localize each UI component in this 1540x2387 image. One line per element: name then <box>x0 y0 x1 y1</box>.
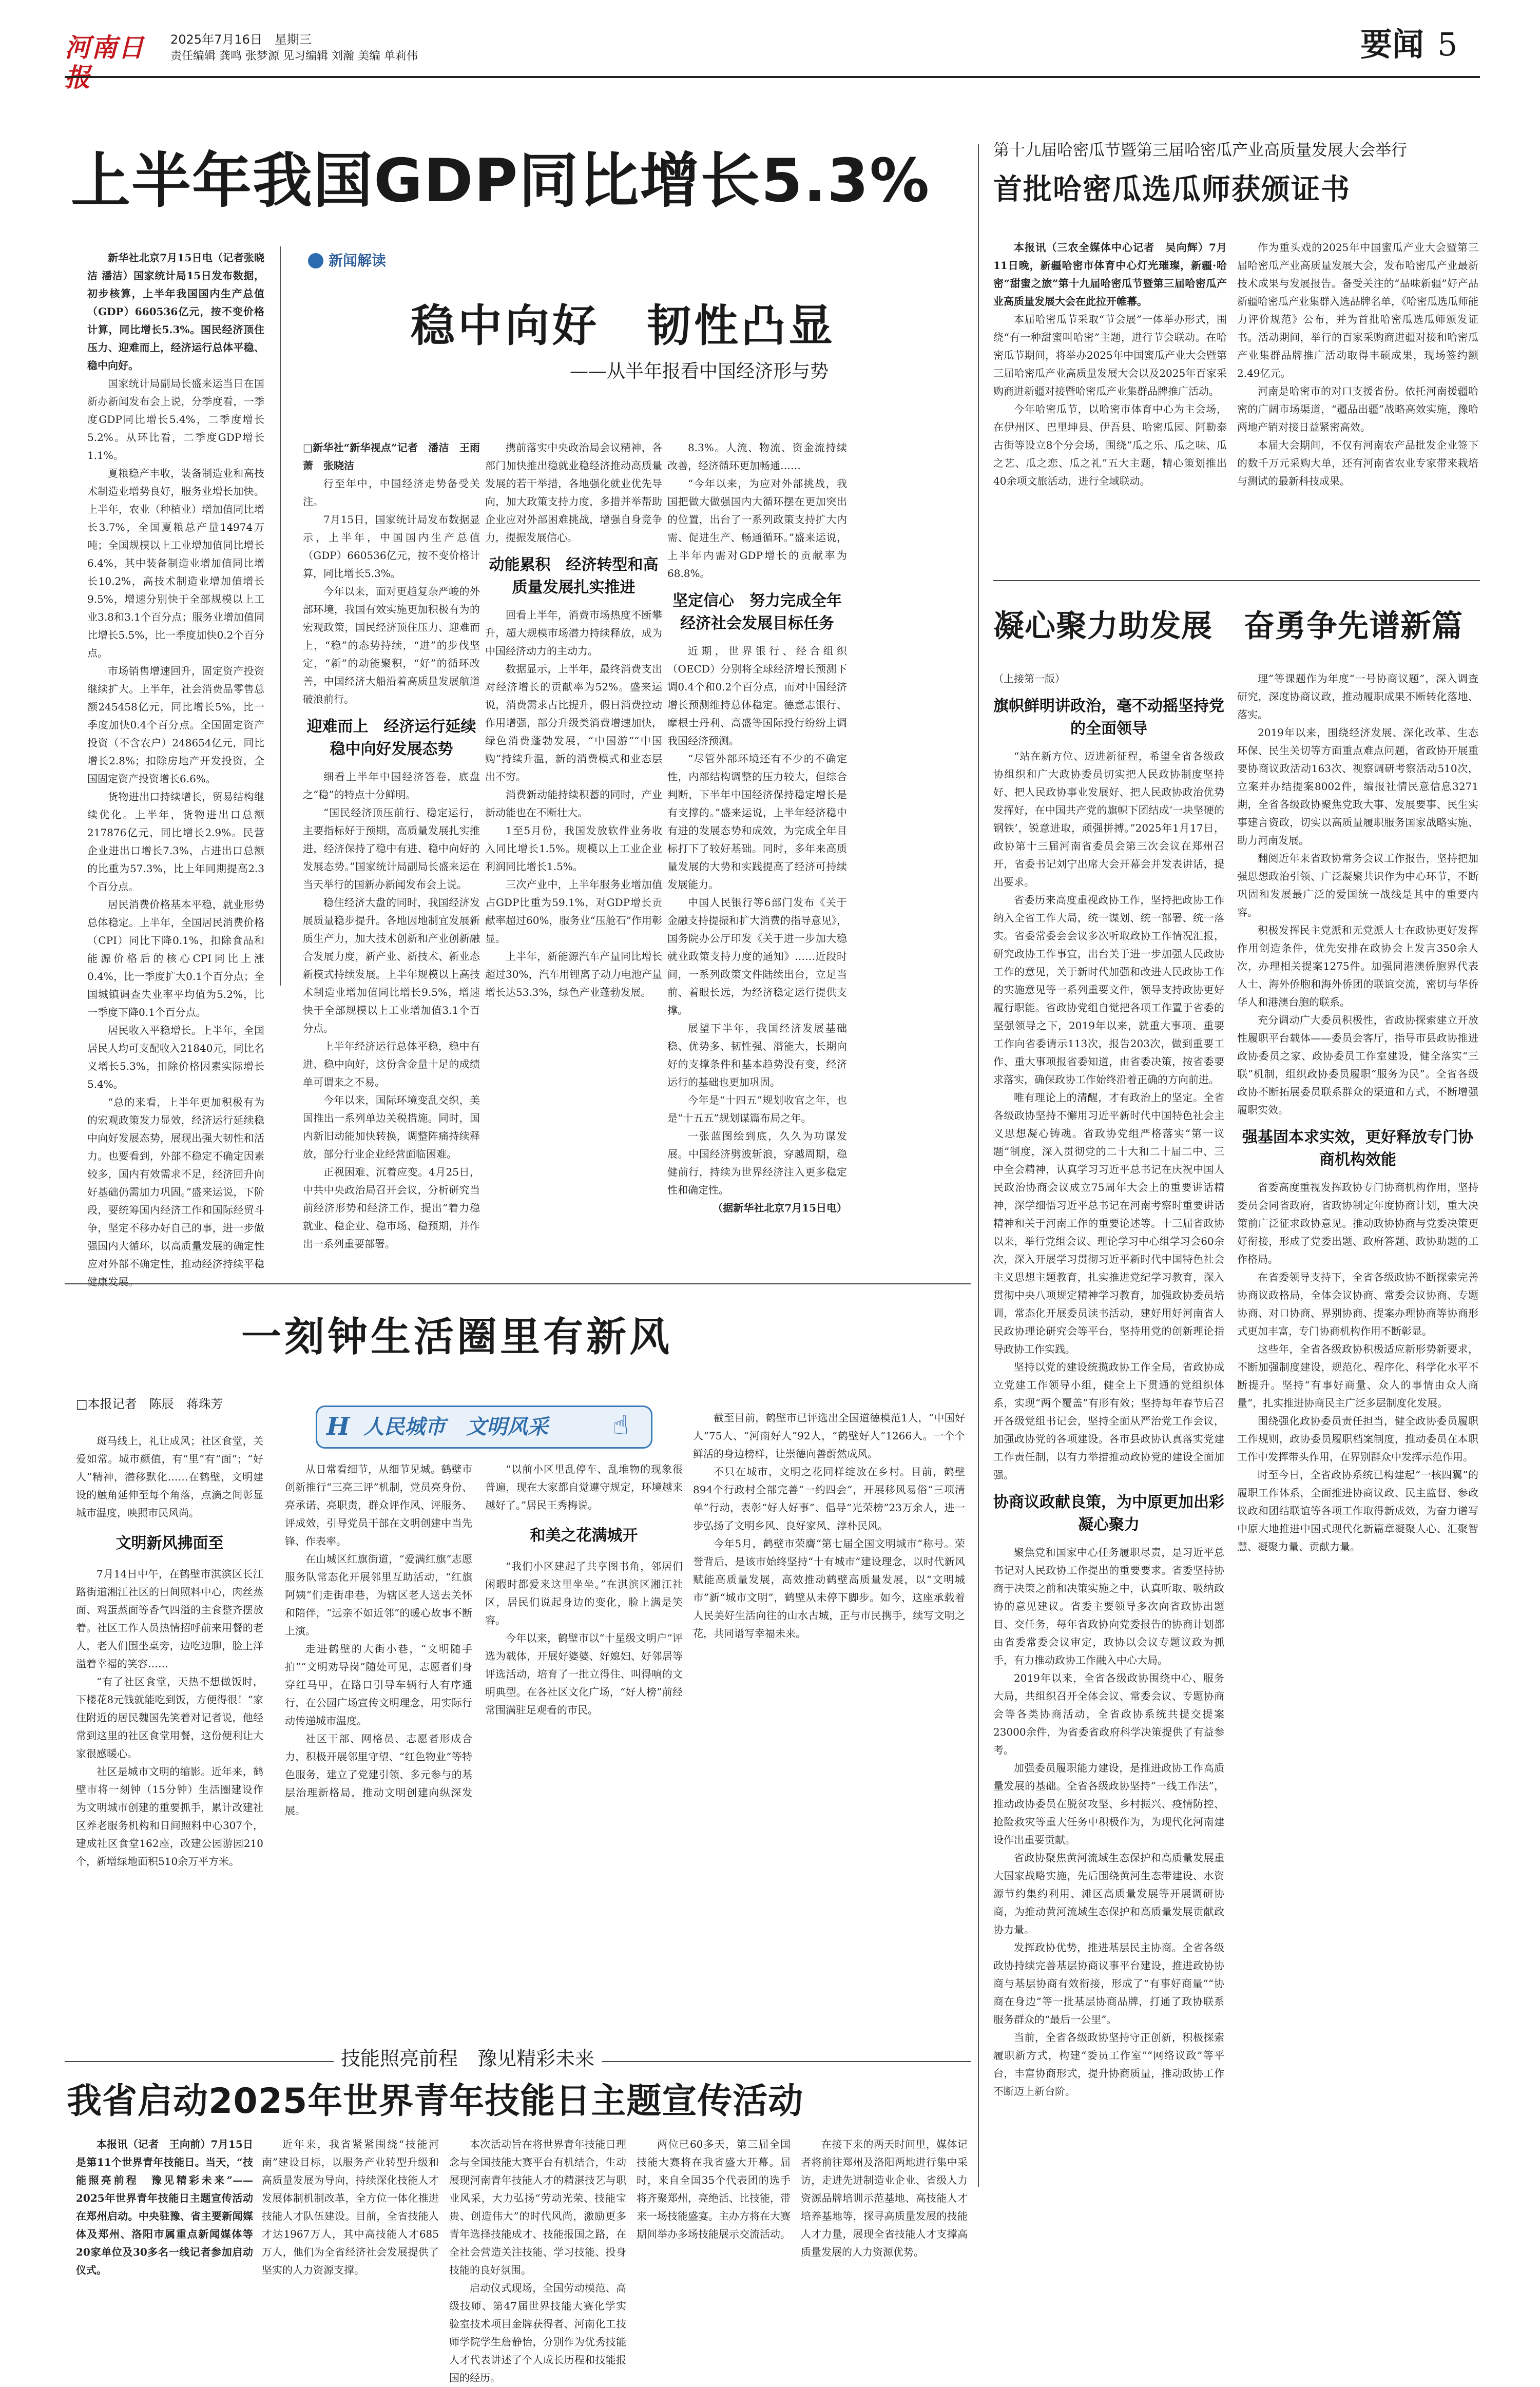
youth-headline: 我省启动2025年世界青年技能日主题宣传活动 <box>67 2081 804 2122</box>
analysis-paragraph: 一张蓝图绘到底，久久为功谋发展。中国经济劈波斩浪，穿越周期，稳健前行，持续为世界经济注入更多稳定性和确定性。 <box>667 1130 847 1196</box>
gdp-paragraph: 居民消费价格基本平稳，就业形势总体稳定。上半年，全国居民消费价格（CPI）同比下降0.1%，扣除食品和能源价格后的核心CPI同比上涨0.4%，比一季度扩大0.1个百分点；全国城镇调查失业率平均值为5.2%，比一季度下降0.1个百分点。 <box>87 898 264 1018</box>
gdp-paragraph: 市场销售增速回升，固定资产投资继续扩大。上半年，社会消费品零售总额245458亿元，同比增长5%，比一季度加快0.4个百分点。全国固定资产投资（不含农户）248654亿元，同比增长2.8%；扣除房地产开发投资，全国固定资产投资增长6.6%。 <box>87 665 264 785</box>
cppcc-paragraph: 时至今日，全省政协系统已构建起“一核四翼”的履职工作体系，全面推进协商议政、民主监督、参政议政和团结联谊等各项工作取得新成效，为奋力谱写中原大地推进中国式现代化新篇章凝聚人心、汇聚智慧、凝聚力量、贡献力量。 <box>1237 1469 1478 1553</box>
cppcc-paragraph: 在省委领导支持下，全省各级政协不断探索完善协商议政格局，全体会议协商、常委会议协商、专题协商、对口协商、界别协商、提案办理协商等协商形式更加丰富，专门协商机构作用不断彰显。 <box>1237 1271 1478 1337</box>
analysis-paragraph: 行至年中，中国经济走势备受关注。 <box>303 477 480 508</box>
cppcc-paragraph: 加强委员履职能力建设，是推进政协工作高质量发展的基础。全省各级政协坚持“一线工作法”，推动政协委员在脱贫攻坚、乡村振兴、疫情防控、抢险救灾等重大任务中积极作为，为现代化河南建设作出重要贡献。 <box>993 1762 1224 1846</box>
community-column-1 <box>76 1422 263 2056</box>
continued-note: （上接第一版） <box>993 672 1065 685</box>
analysis-paragraph: 今年是“十四五”规划收官之年，也是“十五五”规划谋篇布局之年。 <box>667 1094 847 1124</box>
cppcc-paragraph: 理”等课题作为年度“一号协商议题”，深入调查研究，深度协商议政，推动履职成果不断转化落地、落实。 <box>1237 672 1478 721</box>
cppcc-paragraph: 省委历来高度重视政协工作，坚持把政协工作纳入全省工作大局，统一谋划、统一部署、统一落实。省委常委会会议多次听取政协工作情况汇报，研究政协工作事宜，出台关于进一步加强人民政协工作的意见，关于新时代加强和改进人民政协工作的实施意见等一系列重要文件，领导支持政协更好履行职能。省政协党组自觉把各项工作置于省委的坚强领导之下，2019年以来，就重大事项、重要工作向省委请示113次，报告203次，做到重要工作、重大事项报省委知道，由省委决策，按省委要求落实，确保政协工作始终沿着正确的方向前进。 <box>993 894 1224 1086</box>
youth-paragraph: 两位已60多天，第三届全国技能大赛将在我省盛大开幕。届时，来自全国35个代表团的选手将齐聚郑州，亮绝活、比技能，带来一场技能盛宴。主办方将在大赛期间举办多场技能展示交流活动。 <box>637 2138 791 2240</box>
cppcc-paragraph: 翻阅近年来省政协常务会议工作报告，坚持把加强思想政治引领、广泛凝聚共识作为中心环节，不断巩固和发展最广泛的爱国统一战线是其中的重要内容。 <box>1237 852 1478 918</box>
hand-pointer-icon: ☝ <box>612 1410 629 1441</box>
community-headline: 一刻钟生活圈里有新风 <box>241 1314 673 1360</box>
melon-paragraph: 河南是哈密市的对口支援省份。依托河南援疆哈密的广阔市场渠道，“疆品出疆”战略高效实施，豫哈两地产销对接日益紧密高效。 <box>1237 385 1478 433</box>
column-divider <box>280 246 281 986</box>
analysis-paragraph: 今年以来，国际环境变乱交织，美国推出一系列单边关税措施。同时，国内新旧动能加快转换，调整阵痛持续释放，部分行业企业经营面临困难。 <box>303 1094 480 1160</box>
youth-paragraph: 本报讯（记者 王向前）7月15日是第11个世界青年技能日。当天，“技能照亮前程 豫见精彩未来”——2025年世界青年技能日主题宣传活动在郑州启动。中央驻豫、省主要新闻媒体及郑州、洛阳市属重点新闻媒体等20家单位及30多名一线记者参加启动仪式。 <box>76 2138 253 2276</box>
community-paragraph: 斑马线上，礼让成风；社区食堂，关爱如常。城市颜值，有“里”有“面”；“好人”精神，潜移默化……在鹤壁，文明建设的触角延伸至每个角落，点滴之间彰显城市温度，映照市民风尚。 <box>76 1435 263 1519</box>
masthead-rule <box>65 76 1480 78</box>
newspaper-logo: 河南日报 <box>65 32 145 92</box>
community-paragraph: 社区是城市文明的缩影。近年来，鹤壁市将一刻钟（15分钟）生活圈建设作为文明城市创建的重要抓手，累计改建社区养老服务机构和日间照料中心307个，建成社区食堂162座，改建公园游园210个，新增绿地面积510余万平方米。 <box>76 1765 263 1868</box>
section-rule <box>993 580 1480 581</box>
cppcc-paragraph: 唯有理论上的清醒，才有政治上的坚定。全省各级政协坚持不懈用习近平新时代中国特色社会主义思想凝心铸魂。省政协党组严格落实“第一议题”制度，深入贯彻党的二十大和二十届二中、三中全会精神，认真学习习近平总书记在庆祝中国人民政治协商会议成立75周年大会上的重要讲话精神，深学细悟习近平总书记在河南考察时重要讲话精神和关于河南工作的重要论述等。十三届省政协以来，举行党组会议、理论学习中心组学习会60余次，深入开展学习贯彻习近平新时代中国特色社会主义思想主题教育，扎实推进党纪学习教育，深入贯彻中央八项规定精神学习教育，加强政协委员培训，常态化开展委员读书活动，建好用好河南省人民政协理论研究会等平台，坚持用党的创新理论指导政协工作实践。 <box>993 1091 1224 1355</box>
community-subheading: 文明新风拂面至 <box>116 1534 224 1552</box>
analysis-paragraph: 展望下半年，我国经济发展基础稳、优势多、韧性强、潜能大，长期向好的支撑条件和基本趋势没有变，经济运行的基础也更加巩固。 <box>667 1022 847 1088</box>
news-analysis-icon <box>308 253 323 268</box>
cppcc-paragraph: 聚焦党和国家中心任务履职尽责，是习近平总书记对人民政协工作提出的重要要求。省委坚持协商于决策之前和决策实施之中，认真听取、吸纳政协的意见建议。省委主要领导多次向省政协出题目、交任务，每年省政协向党委报告的协商计划都由省委常委会议审定，政协以会议专题议政为抓手，有力推动政协工作融入中心大局。 <box>993 1546 1224 1666</box>
analysis-subheading: 迎难而上 经济运行延续稳中向好发展态势 <box>306 718 476 758</box>
community-paragraph: 不只在城市，文明之花同样绽放在乡村。目前，鹤壁894个行政村全部完善“一约四会”，开展移风易俗“三项清单”行动，表彰“好人好事”、倡导“光荣榜”23万余人，进一步弘扬了文明乡风、良好家风、淳朴民风。 <box>693 1466 965 1532</box>
analysis-paragraph: “国民经济顶压前行、稳定运行，主要指标好于预期，高质量发展扎实推进，经济保持了稳中有进、稳中向好的发展态势。”国家统计局副局长盛来运在当天举行的国新办新闻发布会上说。 <box>303 806 480 891</box>
analysis-paragraph: 携前落实中央政治局会议精神，各部门加快推出稳就业稳经济推动高质量发展的若干举措，各地强化就业优先导向，加大政策支持力度，多措并举帮助企业应对外部困难挑战，增强自身竞争力，提振发展信心。 <box>485 441 662 544</box>
cppcc-paragraph: 省政协聚焦黄河流域生态保护和高质量发展重大国家战略实施，先后围绕黄河生态带建设、水资源节约集约利用、滩区高质量发展等开展调研协商，为推动黄河流域生态保护和高质量发展贡献政协力量。 <box>993 1852 1224 1936</box>
analysis-paragraph: 稳住经济大盘的同时，我国经济发展质量稳步提升。各地因地制宜发展新质生产力，加大技术创新和产业创新融合发展力度，新产业、新技术、新业态新模式持续发展。上半年规模以上高技术制造业增加值同比增长9.5%，增速快于全部规模以上工业增加值3.1个百分点。 <box>303 896 480 1034</box>
community-column-4 <box>693 1409 965 2056</box>
analysis-paragraph: 7月15日，国家统计局发布数据显示，上半年，中国国内生产总值（GDP）660536亿元，按不变价格计算，同比增长5.3%。 <box>303 513 480 580</box>
page-number: 5 <box>1437 26 1458 63</box>
analysis-paragraph: 回看上半年，消费市场热度不断攀升，超大规模市场潜力持续释放，成为中国经济动力的主动力。 <box>485 609 662 657</box>
analysis-paragraph: 近期，世界银行、经合组织（OECD）分别将全球经济增长预测下调0.4个和0.2个百分点，而对中国经济增长预测维持总体稳定。德意志银行、摩根士丹利、高盛等国际投行纷纷上调我国经济预测。 <box>667 645 847 747</box>
youth-paragraph: 近年来，我省紧紧围绕“技能河南”建设目标，以服务产业转型升级和高质量发展为导向，持续深化技能人才发展体制机制改革，全方位一体化推进技能人才队伍建设。目前，全省技能人才达1967万人，其中高技能人才685万人，他们为全省经济社会发展提供了坚实的人力资源支撑。 <box>262 2138 439 2276</box>
analysis-paragraph: 今年以来，面对更趋复杂严峻的外部环境，我国有效实施更加积极有为的宏观政策，国民经济顶住压力、迎难而上，“稳”的态势持续，“进”的步伐坚定，“新”的动能聚积，“好”的循环改善，中国经济大船沿着高质量发展航道破浪前行。 <box>303 585 480 705</box>
community-paragraph: 在山城区红旗街道，“爱满红旗”志愿服务队常态化开展邻里互助活动，“红旗阿姨”们走街串巷，为辖区老人送去关怀和陪伴，“远亲不如近邻”的暖心故事不断上演。 <box>285 1553 472 1637</box>
cppcc-subheading: 协商议政献良策，为中原更加出彩凝心聚力 <box>993 1493 1224 1534</box>
cppcc-paragraph: “站在新方位、迈进新征程，希望全省各级政协组织和广大政协委员切实把人民政协制度坚持好、把人民政协事业发展好、把人民政协政治优势发挥好，在中国共产党的旗帜下团结成‘一块坚硬的钢铁’，锐意进取，顽强拼搏。”2025年1月17日，政协第十三届河南省委员会第三次会议在郑州召开，省委书记刘宁出席大会开幕会并发表讲话，提出要求。 <box>993 750 1224 888</box>
cppcc-paragraph: 2019年以来，围绕经济发展、深化改革、生态环保、民生关切等方面重点难点问题，省政协开展重要协商议政活动163次、视察调研考察活动510次，立案并办结提案8002件，编报社情民意信息3271期，全省各级政协聚焦党政大事、发展要事、民生实事建言资政，切实以高质量履职服务国家战略实施、助力河南发展。 <box>1237 726 1478 846</box>
youth-column-1 <box>76 2135 253 2276</box>
gdp-paragraph: 夏粮稳产丰收，装备制造业和高技术制造业增势良好，服务业增长加快。上半年，农业（种植业）增加值同比增长3.7%，全国夏粮总产量14974万吨；全国规模以上工业增加值同比增长6.4%，其中装备制造业增加值同比增长10.2%，高技术制造业增加值增长9.5%，增速分别快于全部规模以上工业3.8和3.1个百分点；服务业增加值同比增长5.5%，比一季度加快0.2个百分点。 <box>87 467 264 659</box>
column-divider <box>978 144 979 2187</box>
youth-column-5 <box>801 2135 968 2258</box>
analysis-column-2 <box>485 439 662 1242</box>
analysis-subheading: 坚定信心 努力完成全年经济社会发展目标任务 <box>672 592 842 632</box>
youth-paragraph: 启动仪式现场，全国劳动模范、高级技师、第47届世界技能大赛化学实验室技术项目金牌获得者、河南化工技师学院学生詹静怡，分别作为优秀技能人才代表讲述了个人成长历程和技能报国的经历。 <box>449 2282 626 2384</box>
community-column-3 <box>485 1460 683 2056</box>
analysis-paragraph: 8.3%。人流、物流、资金流持续改善，经济循环更加畅通…… <box>667 441 847 472</box>
cppcc-paragraph: 发挥政协优势，推进基层民主协商。全省各级政协持续完善基层协商议事平台建设，推进政协协商与基层协商有效衔接，形成了“有事好商量”“协商在身边”等一批基层协商品牌，打通了政协联系服务群众的“最后一公里”。 <box>993 1941 1224 2026</box>
analysis-source: （据新华社北京7月15日电） <box>713 1202 847 1214</box>
cppcc-paragraph: 省委高度重视发挥政协专门协商机构作用，坚持委员会同省政府，省政协制定年度协商计划，重大决策前广泛征求政协意见。推动政协协商与党委决策更好衔接，形成了党委出题、政府答题、政协助题的工作格局。 <box>1237 1181 1478 1265</box>
analysis-paragraph: 1至5月份，我国发放软件业务收入同比增长1.5%。规模以上工业企业利润同比增长1.5%。 <box>485 824 662 873</box>
community-paragraph: 截至目前，鹤壁市已评选出全国道德模范1人，“中国好人”75人、“河南好人”92人，“鹤壁好人”1266人。一个个鲜活的身边榜样，让崇德向善蔚然成风。 <box>693 1412 965 1460</box>
youth-column-3 <box>449 2135 626 2384</box>
community-subheading: 和美之花满城开 <box>530 1527 638 1545</box>
cppcc-paragraph: 这些年，全省各级政协积极适应新形势新要求，不断加强制度建设，规范化、程序化、科学化水平不断提升。坚持“有事好商量、众人的事情由众人商量”，扎实推进协商民主广泛多层制度化发展。 <box>1237 1343 1478 1409</box>
gdp-headline: 上半年我国GDP同比增长5.3% <box>71 146 931 216</box>
gdp-lead: 新华社北京7月15日电（记者张晓洁 潘洁）国家统计局15日发布数据，初步核算，上半年我国国内生产总值（GDP）660536亿元，按不变价格计算，同比增长5.3%。国民经济顶住压力、迎难而上，经济运行总体平稳、稳中向好。 <box>87 252 264 372</box>
analysis-paragraph: 正视困难、沉着应变。4月25日，中共中央政治局召开会议，分析研究当前经济形势和经济工作，提出“着力稳就业、稳企业、稳市场、稳预期，并作出一系列重要部署。 <box>303 1166 480 1250</box>
melon-paragraph: 本届大会期间，不仅有河南农产品批发企业签下的数千万元采购大单，还有河南省农业专家带来栽培与测试的最新科技成果。 <box>1237 439 1478 487</box>
cppcc-paragraph: 坚持以党的建设统揽政协工作全局，省政协成立党建工作领导小组，健全上下贯通的党组织体系，实现“两个覆盖”有形有效；坚持每年春节后召开各级党组书记会，坚持全面从严治党工作会议，加强政协党的各项建设。各市县政协认真落实党建工作责任制，以有力举措推动政协党的建设全面加强。 <box>993 1361 1224 1481</box>
melon-paragraph: 作为重头戏的2025年中国蜜瓜产业大会暨第三届哈密瓜产业高质量发展大会，发布哈密瓜产业最新技术成果与发展报告。备受关注的“品味新疆”好产品新疆哈密瓜产业集群入选品牌名单，《哈密瓜选瓜师能力评价规范》公布，并为首批哈密瓜选瓜师颁发证书。活动期间，举行的百家采购商进疆对接和哈密瓜产业集群品牌推广活动取得丰硕成果，现场签约额2.49亿元。 <box>1237 241 1478 379</box>
cppcc-column-1 <box>993 670 1224 2202</box>
melon-paragraph: 本报讯（三农全媒体中心记者 吴向辉）7月11日晚，新疆哈密市体育中心灯光璀璨，新疆·哈密“甜蜜之旅”第十九届哈密瓜节暨第三届哈密瓜产业高质量发展大会在此拉开帷幕。 <box>993 241 1227 307</box>
melon-kicker: 第十九届哈密瓜节暨第三届哈密瓜产业高质量发展大会举行 <box>993 141 1407 160</box>
badge-text: 人民城市 文明风采 <box>363 1415 548 1439</box>
analysis-subhead: ——从半年报看中国经济形与势 <box>570 361 829 382</box>
analysis-column-3 <box>667 439 847 1242</box>
cppcc-column-2 <box>1237 670 1478 2202</box>
analysis-paragraph: 细看上半年中国经济答卷，底盘之“稳”的特点十分鲜明。 <box>303 771 480 801</box>
melon-headline: 首批哈密瓜选瓜师获颁证书 <box>993 173 1351 206</box>
cppcc-paragraph: 充分调动广大委员积极性，省政协探索建立开放性履职平台载体——委员会客厅，指导市县政协推进政协委员之家、政协委员工作室建设，健全落实“三联”机制，组织政协委员履职“服务为民”。全省各级政协不断拓展委员联系群众的渠道和方式，不断增强履职实效。 <box>1237 1014 1478 1116</box>
analysis-paragraph: 消费新动能持续积蓄的同时，产业新动能也在不断壮大。 <box>485 788 662 819</box>
analysis-paragraph: 上半年，新能源汽车产量同比增长超过30%，汽车用锂离子动力电池产量增长达53.3%，绿色产业蓬勃发展。 <box>485 950 662 998</box>
gdp-paragraph: “总的来看，上半年更加积极有为的宏观政策发力显效，经济运行延续稳中向好发展态势，展现出强大韧性和活力。也要看到，外部不稳定不确定因素较多，国内有效需求不足，经济回升向好基础仍需加力巩固。”盛来运说，下阶段，要统筹国内经济工作和国际经贸斗争，坚定不移办好自己的事，进一步做强国内大循环，以高质量发展的确定性应对外部不确定性，推动经济持续平稳健康发展。 <box>87 1096 264 1288</box>
analysis-column-1 <box>303 439 480 1250</box>
community-paragraph: 走进鹤壁的大街小巷，“文明随手拍”“文明劝导岗”随处可见，志愿者们身穿红马甲，在路口引导车辆行人有序通行，在公园广场宣传文明理念，用实际行动传递城市温度。 <box>285 1643 472 1727</box>
cppcc-headline: 凝心聚力助发展 奋勇争先谱新篇 <box>993 608 1463 644</box>
analysis-headline: 稳中向好 韧性凸显 <box>411 300 836 352</box>
community-column-2 <box>285 1460 472 2056</box>
community-paragraph: “有了社区食堂，天热不想做饭时，下楼花8元钱就能吃到饭，方便得很！”家住附近的居民魏国先笑着对记者说，他经常到这里的社区食堂用餐，这份便利让大家很感暖心。 <box>76 1676 263 1760</box>
analysis-paragraph: “尽管外部环境还有不少的不确定性，内部结构调整的压力较大，但综合判断，下半年中国经济保持稳定增长是有支撑的。”盛来运说，上半年经济稳中有进的发展态势和成效，为完成全年目标打下了较好基础。同时，多年来高质量发展的大势和实践提高了经济可持续发展能力。 <box>667 753 847 891</box>
community-paragraph: 社区干部、网格员、志愿者形成合力，积极开展邻里守望、“红色物业”等特色服务，建立了党建引领、多元参与的基层治理新格局，推动文明创建向纵深发展。 <box>285 1732 472 1817</box>
news-analysis-badge: 新闻解读 <box>329 252 387 269</box>
analysis-paragraph: “今年以来，为应对外部挑战，我国把做大做强国内大循环摆在更加突出的位置，出台了一系列政策支持扩大内需、促进生产、畅通循环。”盛来运说，上半年内需对GDP增长的贡献率为68.8%。 <box>667 477 847 580</box>
section-label: 要闻 <box>1360 26 1424 63</box>
youth-paragraph: 在接下来的两天时间里，媒体记者将前往郑州及洛阳两地进行集中采访，走进先进制造业企业、省级人力资源品牌培训示范基地、高技能人才培养基地等，探寻高质量发展的技能人才力量，展现全省技能人才支撑高质量发展的人力资源优势。 <box>801 2138 968 2258</box>
badge-letter: H <box>326 1412 350 1441</box>
youth-column-2 <box>262 2135 439 2276</box>
column-badge <box>316 1406 652 1449</box>
analysis-paragraph: 数据显示，上半年，最终消费支出对经济增长的贡献率为52%。盛来运说，消费需求占比提升，假日消费拉动作用增强，部分升级类消费增速加快，绿色消费蓬勃发展，“中国游”“中国购”持续升温，新的消费模式和业态层出不穷。 <box>485 663 662 783</box>
community-paragraph: “以前小区里乱停车、乱堆物的现象很普遍，现在大家都自觉遵守规定，环境越来越好了。”居民王秀梅说。 <box>485 1463 683 1511</box>
melon-paragraph: 本届哈密瓜节采取“节会展”一体举办形式，围绕“有一种甜蜜叫哈密”主题，进行节会联动。在哈密瓜节期间，将举办2025年中国蜜瓜产业大会暨第三届哈密瓜产业高质量发展大会以及2025年百家采购商进新疆对接暨哈密瓜产业集群品牌推广活动。 <box>993 313 1227 397</box>
analysis-subheading: 动能累积 经济转型和高质量发展扎实推进 <box>489 556 659 596</box>
melon-paragraph: 今年哈密瓜节，以哈密市体育中心为主会场，在伊州区、巴里坤县、伊吾县、哈密瓜园、阿勒泰古街等设立8个分会场，围绕“瓜之乐、瓜之味、瓜之艺、瓜之恋、瓜之礼”五大主题，精心策划推出40余项文旅活动，进行全域联动。 <box>993 403 1227 487</box>
community-paragraph: 今年以来，鹤壁市以“十星级文明户”评选为载体，开展好婆婆、好媳妇、好邻居等评选活动，培育了一批立得住、叫得响的文明典型。在各社区文化广场，“好人榜”前经常围满驻足观看的市民。 <box>485 1632 683 1716</box>
gdp-paragraph: 居民收入平稳增长。上半年，全国居民人均可支配收入21840元，同比名义增长5.3%，扣除价格因素实际增长5.4%。 <box>87 1024 264 1090</box>
analysis-paragraph: 上半年经济运行总体平稳，稳中有进、稳中向好，这份含金量十足的成绩单可谓来之不易。 <box>303 1040 480 1088</box>
youth-kicker: 技能照亮前程 豫见精彩未来 <box>334 2046 602 2071</box>
community-paragraph: 从日常看细节，从细节见城。鹤壁市创新推行“三亮三评”机制，党员亮身份、亮承诺、亮职责，群众评作风、评服务、评成效，引导党员干部在文明创建中当先锋、作表率。 <box>285 1463 472 1547</box>
analysis-paragraph: 中国人民银行等6部门发布《关于金融支持提振和扩大消费的指导意见》，国务院办公厅印发《关于进一步加大稳就业政策支持力度的通知》……近段时间，一系列政策文件陆续出台，立足当前、着眼长远，为经济稳定运行提供支撑。 <box>667 896 847 1016</box>
community-paragraph: 今年5月，鹤壁市荣膺“第七届全国文明城市”称号。荣誉背后，是该市始终坚持“十有城市”建设理念，以时代新风赋能高质量发展，高效推动鹤壁高质量发展，以“文明城市”新“城市文明”，鹤壁从未停下脚步。如今，这座承载着人民美好生活向往的山水古城，正与市民携手，续写文明之花，共同谱写幸福未来。 <box>693 1537 965 1640</box>
section-rule <box>65 1283 971 1284</box>
editors-line: 责任编辑 龚鸣 张梦源 见习编辑 刘瀚 美编 单莉伟 <box>170 50 418 63</box>
youth-paragraph: 本次活动旨在将世界青年技能日理念与全国技能大赛平台有机结合，生动展现河南青年技能人才的精湛技艺与职业风采，大力弘扬“劳动光荣、技能宝贵、创造伟大”的时代风尚，激励更多青年选择技能成才、技能报国之路，在全社会营造关注技能、学习技能、投身技能的良好氛围。 <box>449 2138 626 2276</box>
gdp-paragraph: 货物进出口持续增长，贸易结构继续优化。上半年，货物进出口总额217876亿元，同比增长2.9%。民营企业进出口增长7.3%，占进出口总额的比重为57.3%，比上年同期提高2.3个百分点。 <box>87 791 264 893</box>
community-paragraph: “我们小区建起了共享图书角，邻居们闲暇时都爱来这里坐坐。”在淇滨区湘江社区，居民们说起身边的变化，脸上满是笑容。 <box>485 1560 683 1626</box>
cppcc-subheading: 旗帜鲜明讲政治，毫不动摇坚持党的全面领导 <box>993 697 1224 738</box>
gdp-paragraph: 国家统计局副局长盛来运当日在国新办新闻发布会上说，分季度看，一季度GDP同比增长5.4%，二季度增长5.2%。从环比看，二季度GDP增长1.1%。 <box>87 377 264 461</box>
analysis-byline: □新华社“新华视点”记者 潘洁 王雨萧 张晓洁 <box>303 441 480 472</box>
cppcc-paragraph: 围绕强化政协委员责任担当，健全政协委员履职工作规则，政协委员履职档案制度，推动委员在本职工作中发挥带头作用，在界别群众中发挥示范作用。 <box>1237 1415 1478 1463</box>
cppcc-subheading: 强基固本求实效，更好释放专门协商机构效能 <box>1242 1128 1473 1169</box>
youth-column-4 <box>637 2135 791 2240</box>
cppcc-paragraph: 2019年以来，全省各级政协围绕中心、服务大局，共组织召开全体会议、常委会议、专题协商会等各类协商活动，全省政协系统共提交提案23000余件，为省委省政府科学决策提供了有益参考。 <box>993 1672 1224 1756</box>
gdp-body <box>87 249 264 1288</box>
date-line: 2025年7月16日 星期三 <box>170 32 312 47</box>
community-byline: □本报记者 陈辰 蒋珠芳 <box>76 1397 223 1411</box>
cppcc-paragraph: 当前，全省各级政协坚持守正创新，积极探索履职新方式，构建“委员工作室”“网络议政”等平台，丰富协商形式，提升协商质量，推动政协工作不断迈上新台阶。 <box>993 2031 1224 2097</box>
community-paragraph: 7月14日中午，在鹤壁市淇滨区长江路街道湘江社区的日间照料中心，肉丝蒸面、鸡蛋蒸面等香气四溢的主食整齐摆放着。社区工作人员热情招呼前来用餐的老人，老人们围坐桌旁，边吃边聊，脸上洋溢着幸福的笑容…… <box>76 1568 263 1670</box>
analysis-paragraph: 三次产业中，上半年服务业增加值占GDP比重为59.1%，对GDP增长贡献率超过60%，服务业“压舱石”作用彰显。 <box>485 878 662 945</box>
cppcc-paragraph: 积极发挥民主党派和无党派人士在政协更好发挥作用创造条件，优先安排在政协会上发言350余人次，办理相关提案1275件。加强同港澳侨胞界代表人士、海外侨胞和海外侨团的联谊交流，密切与华侨华人和港澳台胞的联系。 <box>1237 924 1478 1008</box>
